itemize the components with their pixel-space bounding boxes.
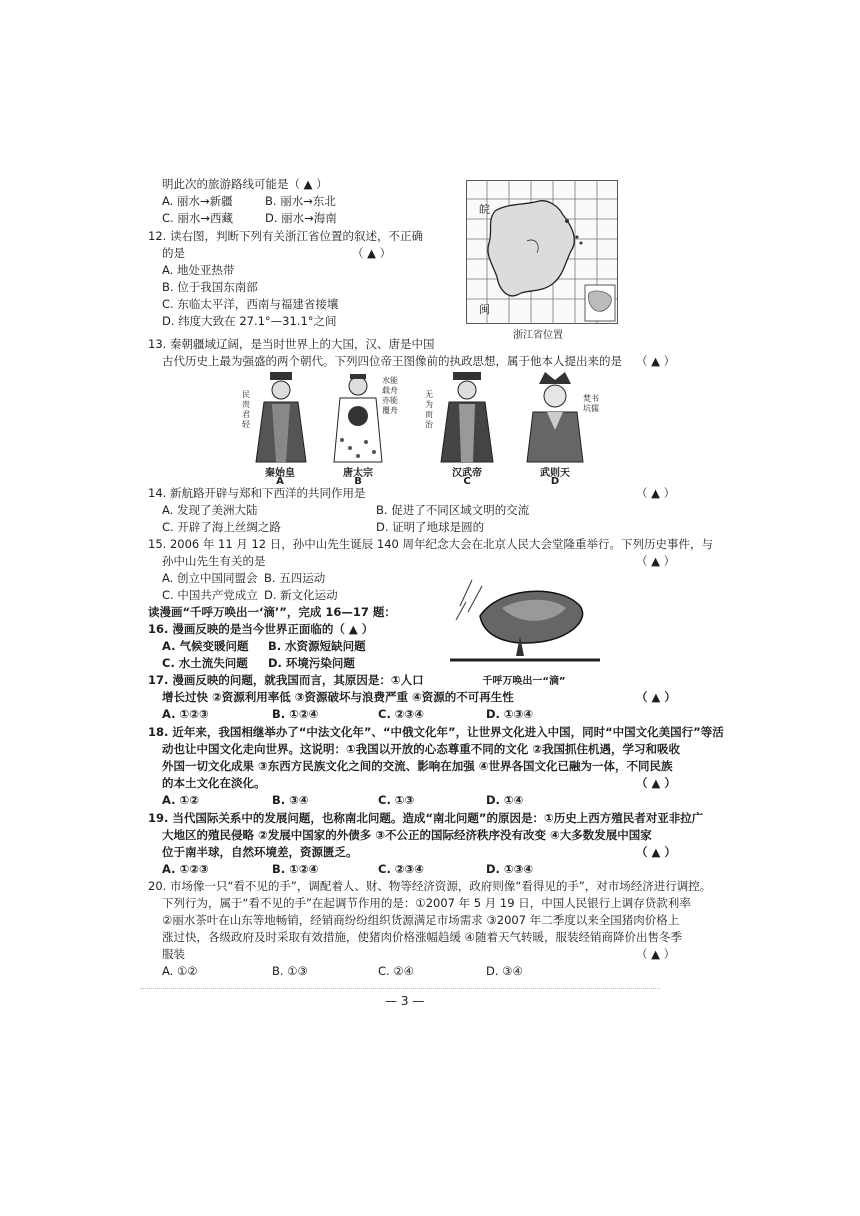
q11-option-b: B. 丽水→东北 [265, 194, 336, 208]
portrait-b-motto: 水能载舟 亦能覆舟 [382, 376, 398, 415]
q17-option-c: C. ②③④ [378, 707, 425, 721]
portrait-d-letter: D [550, 476, 560, 487]
q13-stem: 13. 秦朝疆域辽阔，是当时世界上的大国，汉、唐是中国 [148, 337, 435, 351]
map-label-anhui: 皖 [479, 203, 490, 216]
emperor-figure-icon [437, 370, 497, 465]
q18-option-b: B. ③④ [272, 793, 309, 807]
q16-option-b: B. 水资源短缺问题 [268, 639, 366, 653]
q18-stem-cont-2: 外国一切文化成果 ③东西方民族文化之间的交流、影响在加强 ④世界各国文化已融为一体，不同民族 [162, 759, 673, 773]
q20-option-d: D. ③④ [486, 964, 523, 978]
q20-answer-mark: （ ▲ ） [636, 947, 676, 961]
q20-option-b: B. ①③ [272, 964, 308, 978]
q15-option-d: D. 新文化运动 [264, 588, 338, 602]
q11-option-d: D. 丽水→海南 [265, 211, 337, 225]
q17-answer-mark: （ ▲ ） [636, 690, 676, 704]
q11-continuation: 明此次的旅游路线可能是（ ▲ ） [162, 177, 328, 191]
q13-answer-mark: （ ▲ ） [636, 354, 676, 368]
q16-option-c: C. 水土流失问题 [162, 656, 248, 670]
q18-option-a: A. ①② [162, 793, 199, 807]
q13-stem-cont: 古代历史上最为强盛的两个朝代。下列四位帝王图像前的执政思想，属于他本人提出来的是 [162, 354, 622, 368]
portrait-a-letter: A [276, 476, 284, 487]
q12-option-d: D. 纬度大致在 27.1°—31.1°之间 [162, 314, 337, 328]
q20-stem-cont-2: ②丽水茶叶在山东等地畅销，经销商纷纷组织货源满足市场需求 ③2007 年二季度以来全国猪肉价格上 [162, 913, 680, 927]
q17-option-a: A. ①②③ [162, 707, 209, 721]
portrait-b [328, 370, 398, 487]
q19-option-c: C. ②③④ [378, 862, 425, 876]
portrait-b-name: 唐太宗 [343, 468, 373, 479]
q20-option-c: C. ②④ [378, 964, 414, 978]
q19-option-d: D. ①③④ [486, 862, 534, 876]
q15-option-c: C. 中国共产党成立 [162, 588, 258, 602]
q19-stem-cont-1: 大地区的殖民侵略 ②发展中国家的外债多 ③不公正的国际经济秩序没有改变 ④大多数发展中国家 [162, 828, 652, 842]
q12-option-c: C. 东临太平洋，西南与福建省接壤 [162, 297, 339, 311]
portrait-d-name: 武则天 [540, 468, 570, 479]
q15-answer-mark: （ ▲ ） [636, 554, 676, 568]
q16-stem: 16. 漫画反映的是当今世界正面临的（ ▲ ） [148, 622, 374, 636]
q11-option-c: C. 丽水→西藏 [162, 211, 233, 225]
q12-stem: 12. 读右图，判断下列有关浙江省位置的叙述，不正确 [148, 229, 423, 243]
q20-stem-cont-1: 下列行为，属于“看不见的手”在起调节作用的是：①2007 年 5 月 19 日，中国人民银行上调存贷款利率 [162, 896, 691, 910]
portrait-a-motto: 民贵 君轻 [242, 390, 250, 429]
portrait-a [242, 370, 310, 487]
q12-answer-mark: （ ▲ ） [352, 246, 392, 260]
q18-stem: 18. 近年来，我国相继举办了“中法文化年”、“中俄文化年”，让世界文化进入中国，同时“中国文化美国行”等活 [148, 725, 724, 739]
cartoon-caption: 千呼万唤出一“滴” [482, 676, 566, 687]
q19-stem: 19. 当代国际关系中的发展问题，也称南北问题。造成“南北问题”的原因是：①历史上西方殖民者对亚非拉广 [148, 811, 704, 825]
q16-17-intro: 读漫画“千呼万唤出一‘滴’”，完成 16—17 题： [148, 605, 396, 619]
q14-option-b: B. 促进了不同区域文明的交流 [376, 503, 530, 517]
q17-stem: 17. 漫画反映的问题，就我国而言，其原因是：①人口 [148, 673, 424, 687]
portrait-d-motto: 焚书 坑儒 [583, 394, 599, 413]
q12-option-a: A. 地处亚热带 [162, 263, 235, 277]
q14-option-c: C. 开辟了海上丝绸之路 [162, 520, 281, 534]
cartoon-image [450, 576, 600, 668]
q14-option-d: D. 证明了地球是圆的 [376, 520, 485, 534]
footer-divider [140, 988, 660, 989]
q19-answer-mark: （ ▲ ） [636, 845, 676, 859]
portrait-c-motto: 无为而治 [425, 390, 433, 429]
q19-option-b: B. ①②④ [272, 862, 319, 876]
q19-stem-cont-2: 位于南半球，自然环境差，资源匮乏。 [162, 845, 358, 859]
map-label-fujian: 闽 [479, 303, 490, 316]
empress-figure-icon [525, 370, 585, 465]
q12-option-b: B. 位于我国东南部 [162, 280, 258, 294]
q14-answer-mark: （ ▲ ） [636, 486, 676, 500]
page-number: — 3 — [385, 994, 425, 1008]
q11-option-a: A. 丽水→新疆 [162, 194, 233, 208]
emperor-figure-icon [328, 370, 388, 465]
q19-option-a: A. ①②③ [162, 862, 209, 876]
q18-option-c: C. ①③ [378, 793, 415, 807]
q17-stem-cont: 增长过快 ②资源利用率低 ③资源破坏与浪费严重 ④资源的不可再生性 [162, 690, 514, 704]
zhejiang-map [466, 180, 618, 324]
q17-option-d: D. ①③④ [486, 707, 534, 721]
q20-stem-cont-3: 涨过快，各级政府及时采取有效措施，使猪肉价格涨幅趋缓 ④随着天气转暖，服装经销商降价出售冬季 [162, 930, 682, 944]
emperor-figure-icon [250, 370, 310, 465]
q17-option-b: B. ①②④ [272, 707, 319, 721]
portrait-b-letter: B [354, 476, 362, 487]
portrait-d [525, 370, 599, 487]
q18-stem-cont-3: 的本土文化在淡化。 [162, 776, 266, 790]
portrait-c-letter: C [463, 476, 471, 487]
q18-answer-mark: （ ▲ ） [636, 776, 676, 790]
q15-option-a: A. 创立中国同盟会 [162, 571, 258, 585]
q15-option-b: B. 五四运动 [264, 571, 326, 585]
q14-stem: 14. 新航路开辟与郑和下西洋的共同作用是 [148, 486, 366, 500]
water-drop-cartoon-icon [450, 576, 600, 668]
q14-option-a: A. 发现了美洲大陆 [162, 503, 258, 517]
q18-option-d: D. ①④ [486, 793, 524, 807]
q16-option-a: A. 气候变暖问题 [162, 639, 249, 653]
q18-stem-cont-1: 动也让中国文化走向世界。这说明：①我国以开放的心态尊重不同的文化 ②我国抓住机遇，学习和吸收 [162, 742, 680, 756]
q20-stem-cont-4: 服装 [162, 947, 185, 961]
q15-stem: 15. 2006 年 11 月 12 日，孙中山先生诞辰 140 周年纪念大会在北京人民大会堂隆重举行。下列历史事件，与 [148, 537, 714, 551]
q16-option-d: D. 环境污染问题 [268, 656, 355, 670]
portrait-c-name: 汉武帝 [452, 468, 482, 479]
q20-stem: 20. 市场像一只“看不见的手”，调配着人、财、物等经济资源，政府则像“看得见的手”，对市场经济进行调控。 [148, 879, 712, 893]
q20-option-a: A. ①② [162, 964, 198, 978]
q15-stem-cont: 孙中山先生有关的是 [162, 554, 266, 568]
portrait-c [425, 370, 497, 487]
map-caption: 浙江省位置 [513, 330, 563, 341]
portrait-a-name: 秦始皇 [265, 468, 295, 479]
q12-stem-cont: 的是 [162, 246, 185, 260]
